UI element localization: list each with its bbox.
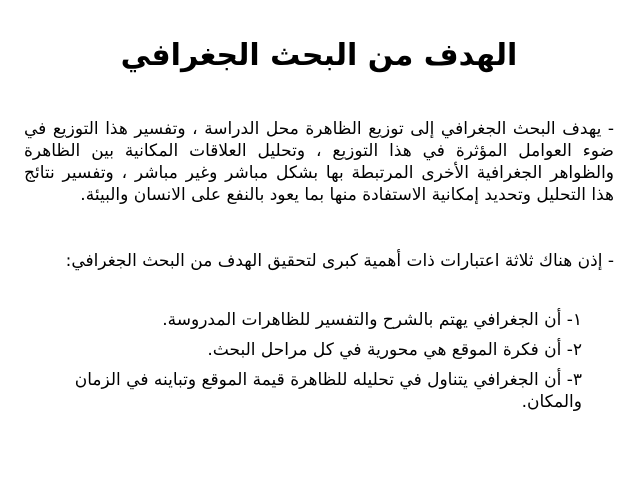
slide-title: الهدف من البحث الجغرافي (120, 38, 518, 73)
considerations-list (42, 309, 582, 413)
list-item: ٢- أن فكرة الموقع هي محورية في كل مراحل البحث. (207, 340, 582, 360)
paragraph-three-considerations: - إذن هناك ثلاثة اعتبارات ذات أهمية كبرى لتحقيق الهدف من البحث الجغرافي: (65, 251, 614, 271)
paragraph-research-goal: - يهدف البحث الجغرافي إلى توزيع الظاهرة محل الدراسة ، وتفسير هذا التوزيع في ضوء العوامل المؤثرة في هذا التوزيع ، وتحليل العلاقات المكانية بين الظاهرة والظواهر الجغرافية الأخرى المرتبطة بها بشكل مباشر وغير مباشر ، وتفسير نتائج هذا التحليل وتحديد إمكانية الاستفادة منها بما يعود بالنفع على الانسان والبيئة. (24, 119, 614, 205)
list-item: ٣- أن الجغرافي يتناول في تحليله للظاهرة قيمة الموقع وتباينه في الزمان والمكان. (74, 370, 582, 412)
list-item: ١- أن الجغرافي يهتم بالشرح والتفسير للظاهرات المدروسة. (162, 310, 582, 330)
